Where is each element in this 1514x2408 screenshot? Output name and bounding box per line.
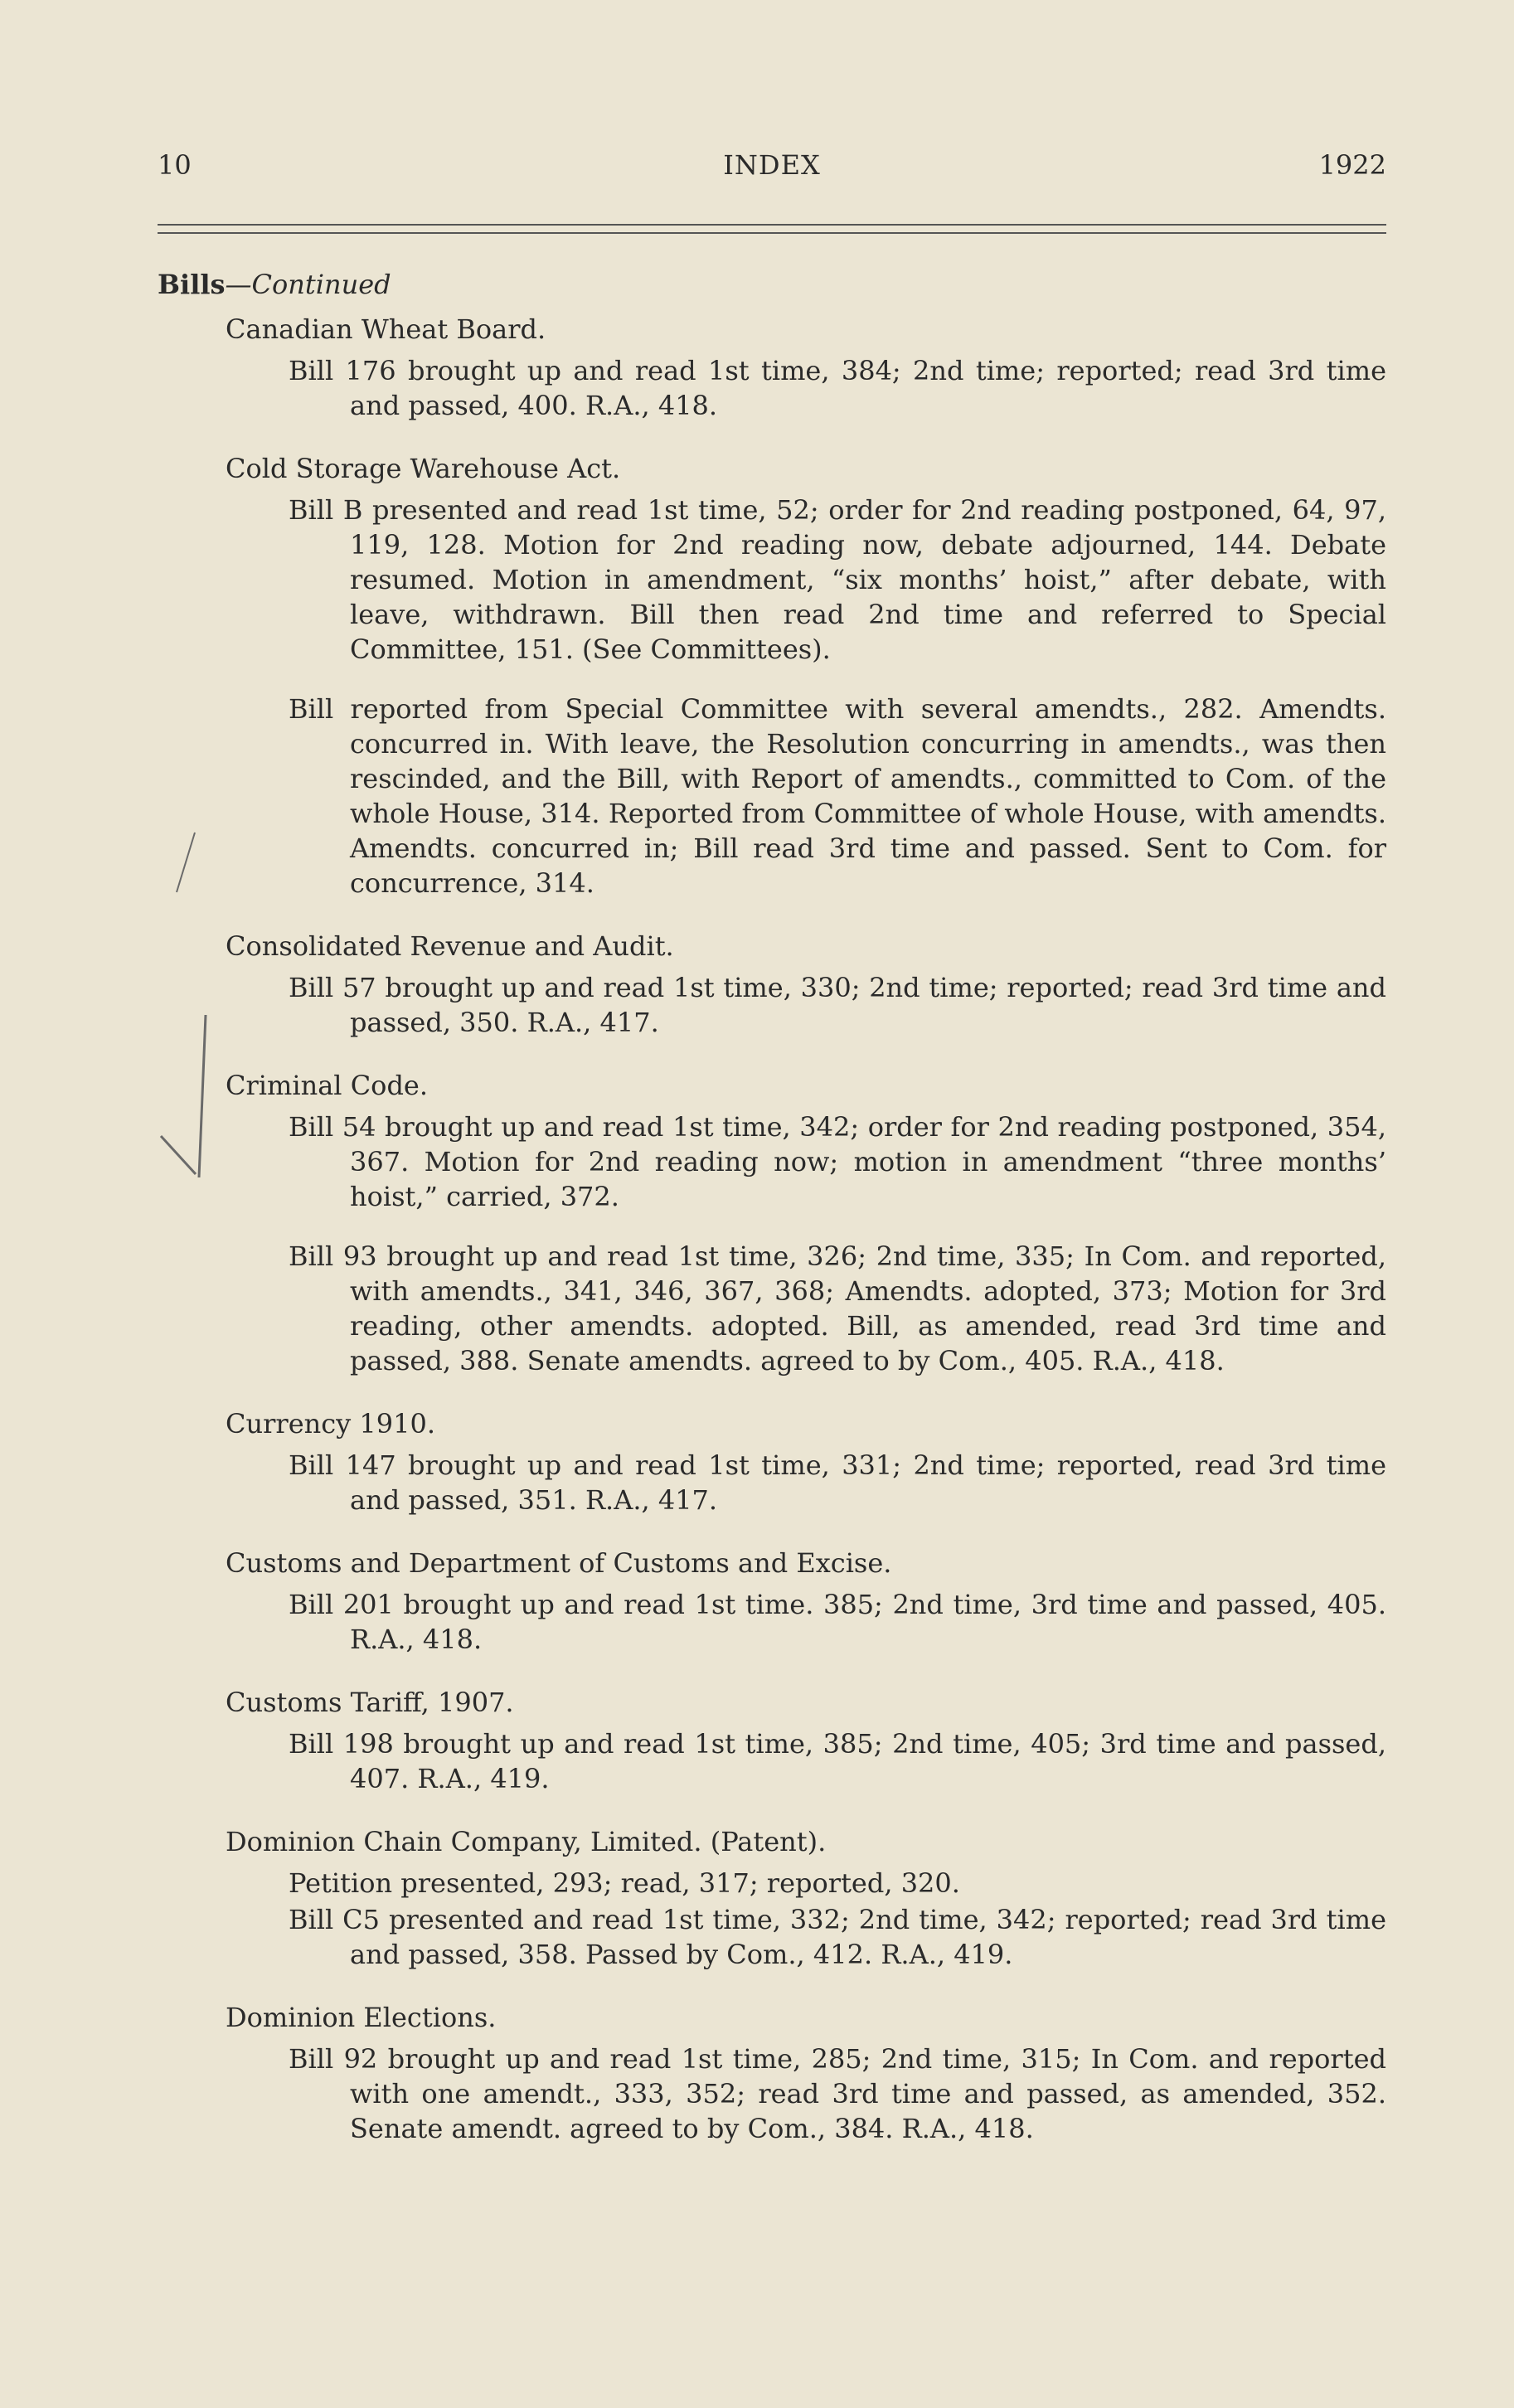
entry-title: Dominion Chain Company, Limited. (Patent). — [226, 1826, 827, 1857]
index-content — [158, 267, 1386, 2174]
header-rule-bottom — [158, 232, 1386, 234]
entry-item: Bill 201 brought up and read 1st time. 385; 2nd time, 3rd time and passed, 405. R.A., 418. — [289, 1589, 1386, 1655]
page-title: INDEX — [723, 149, 821, 181]
entry-title: Dominion Elections. — [226, 2002, 497, 2033]
index-entry — [158, 1546, 1386, 1657]
entry-title: Customs Tariff, 1907. — [226, 1687, 514, 1718]
entry-item: Bill 54 brought up and read 1st time, 342; order for 2nd reading postponed, 354, 367. Motion for 2nd reading now; motion in amendment “three months’ hoist,” carried, 372. — [289, 1111, 1386, 1212]
entry-item: Bill 176 brought up and read 1st time, 384; 2nd time; reported; read 3rd time and passed, 400. R.A., 418. — [289, 355, 1386, 421]
index-entry — [158, 2000, 1386, 2146]
index-entry — [158, 1406, 1386, 1517]
index-entry — [158, 1685, 1386, 1796]
entry-title: Consolidated Revenue and Audit. — [226, 930, 674, 962]
entry-item: Bill 198 brought up and read 1st time, 385; 2nd time, 405; 3rd time and passed, 407. R.A., 419. — [289, 1728, 1386, 1794]
entry-title: Cold Storage Warehouse Act. — [226, 453, 621, 484]
margin-pencil-mark — [170, 829, 203, 896]
entry-item: Bill B presented and read 1st time, 52; order for 2nd reading postponed, 64, 97, 119, 128. Motion for 2nd reading now, debate adjourned, 144. Debate resumed. Motion in amendment, “six months’ hoist,” after debate, with leave, withdrawn. Bill then read 2nd time and referred to Special Committee, 151. (See Committees). — [289, 494, 1386, 665]
section-continued: —Continued — [225, 269, 391, 300]
entry-title: Canadian Wheat Board. — [226, 313, 546, 345]
entry-title: Customs and Department of Customs and Excise. — [226, 1547, 892, 1579]
header-rule-top — [158, 224, 1386, 226]
entry-item: Bill 93 brought up and read 1st time, 326; 2nd time, 335; In Com. and reported, with amendts., 341, 346, 367, 368; Amendts. adopted, 373; Motion for 3rd reading, other amendts. adopted. Bill, as amended, read 3rd time and passed, 388. Senate amendts. agreed to by Com., 405. R.A., 418. — [289, 1240, 1386, 1376]
entry-item: Petition presented, 293; read, 317; reported, 320. — [289, 1867, 960, 1899]
index-entry — [158, 451, 1386, 901]
entry-item: Bill 147 brought up and read 1st time, 331; 2nd time; reported, read 3rd time and passed, 351. R.A., 417. — [289, 1449, 1386, 1516]
page-header — [158, 149, 1386, 191]
entry-title: Currency 1910. — [226, 1408, 436, 1439]
entry-item: Bill 92 brought up and read 1st time, 285; 2nd time, 315; In Com. and reported with one amendt., 333, 352; read 3rd time and passed, as amended, 352. Senate amendt. agreed to by Com., 384. R.A., 418. — [289, 2043, 1386, 2144]
index-entry — [158, 312, 1386, 423]
entry-title: Criminal Code. — [226, 1070, 429, 1101]
index-entry — [158, 1824, 1386, 1972]
entry-item: Bill 57 brought up and read 1st time, 330; 2nd time; reported; read 3rd time and passed, 350. R.A., 417. — [289, 972, 1386, 1038]
margin-check-mark — [149, 1012, 216, 1186]
page-number: 10 — [158, 149, 192, 181]
index-entry — [158, 1068, 1386, 1378]
entry-item: Bill C5 presented and read 1st time, 332; 2nd time, 342; reported; read 3rd time and passed, 358. Passed by Com., 412. R.A., 419. — [289, 1904, 1386, 1970]
section-heading — [158, 267, 1386, 302]
section-label: Bills — [158, 269, 226, 300]
entry-item: Bill reported from Special Committee with several amendts., 282. Amendts. concurred in. With leave, the Resolution concurring in amendts., was then rescinded, and the Bill, with Report of amendts., committed to Com. of the whole House, 314. Reported from Committee of whole House, with amendts. Amendts. concurred in; Bill read 3rd time and passed. Sent to Com. for concurrence, 314. — [289, 693, 1386, 899]
page-year: 1922 — [1318, 149, 1386, 181]
index-entry — [158, 929, 1386, 1040]
